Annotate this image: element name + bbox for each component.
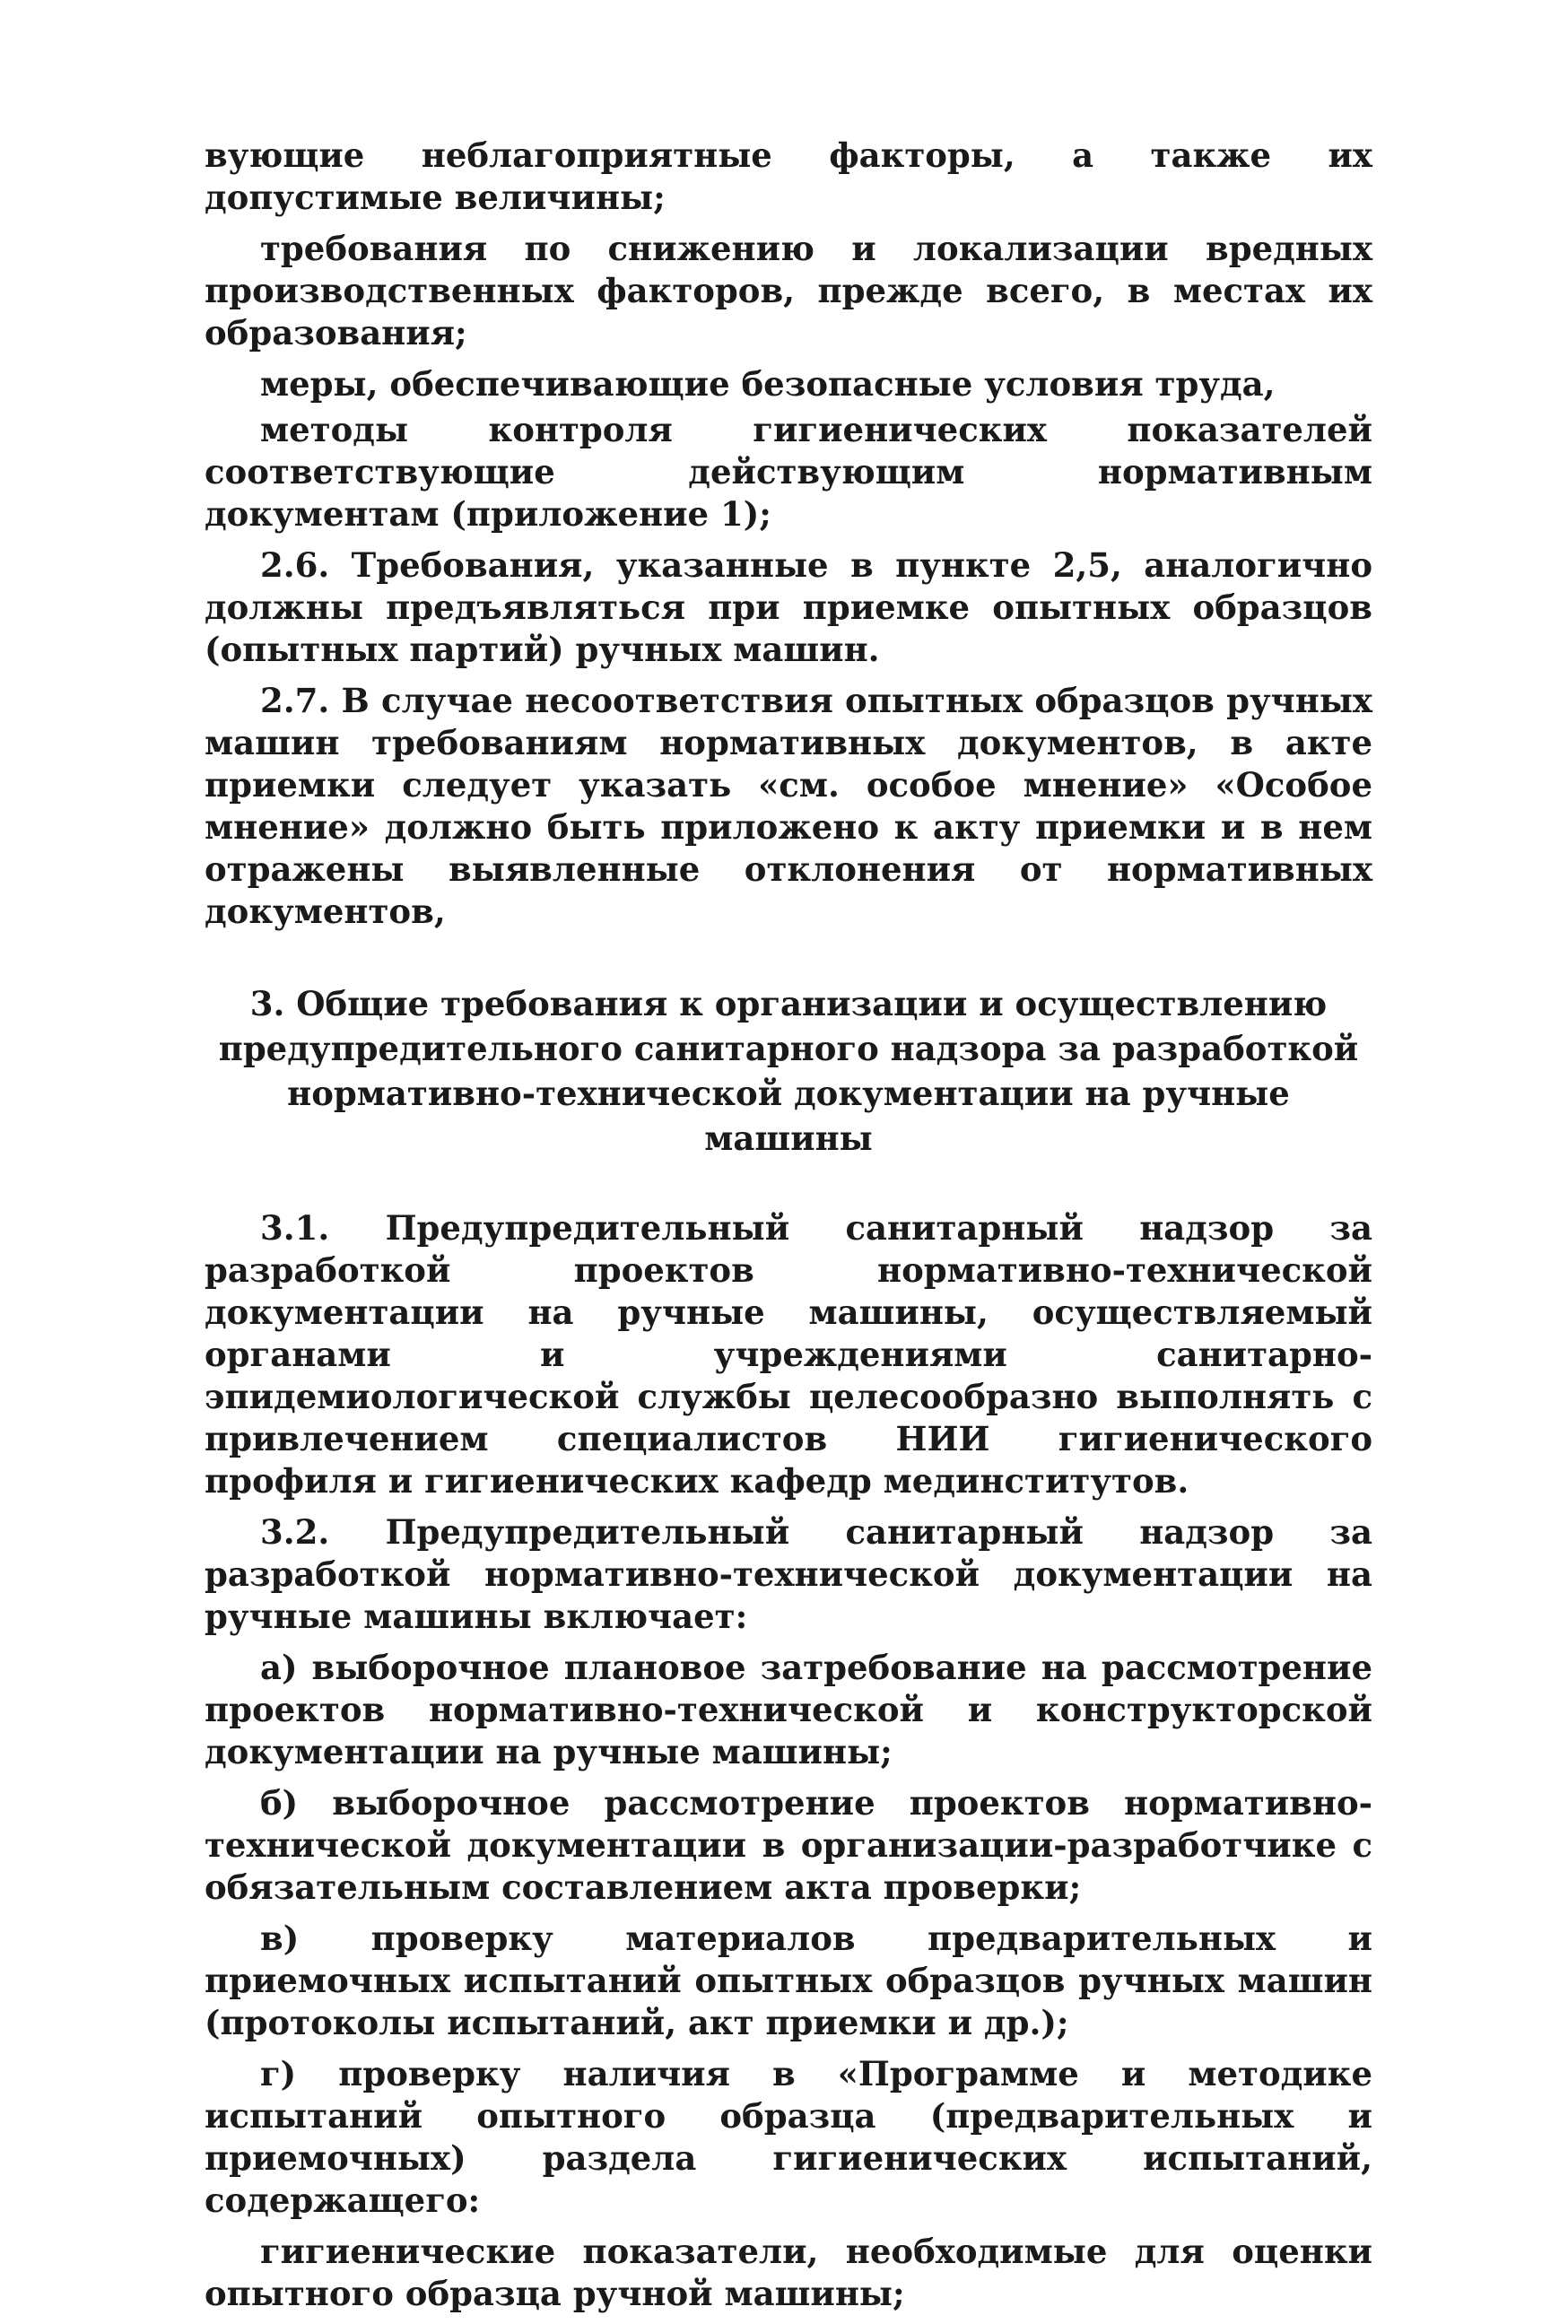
list-item-g: г) проверку наличия в «Программе и методике испытаний опытного образца (предварительных и приемочных) раздела гигиенических испытаний, содержащего: <box>205 2054 1372 2220</box>
paragraph-2-7: 2.7. В случае несоответствия опытных образцов ручных машин требованиям нормативных документов, в акте приемки следует указать «см. особое мнение» «Особое мнение» должно быть приложено к акту приемки и в нем отражены выявленные отклонения от нормативных документов, <box>205 681 1372 931</box>
paragraph-3-2: 3.2. Предупредительный санитарный надзор за разработкой нормативно-технической документации на ручные машины включает: <box>205 1512 1372 1636</box>
paragraph-3-1: 3.1. Предупредительный санитарный надзор за разработкой проектов нормативно-технической документации на ручные машины, осуществляемый органами и учреждениями санитарно-эпидемиологической службы целесообразно выполнять с привлечением специалистов НИИ гигиенического профиля и гигиенических кафедр мединститутов. <box>205 1208 1372 1501</box>
list-item-a: а) выборочное плановое затребование на рассмотрение проектов нормативно-технической и конструкторской документации на ручные машины; <box>205 1648 1372 1771</box>
paragraph-control-methods: методы контроля гигиенических показателей соответствующие действующим нормативным документам (приложение 1); <box>205 410 1372 534</box>
page-content <box>205 135 1372 2324</box>
paragraph-hygienic-indicators: гигиенические показатели, необходимые для оценки опытного образца ручной машины; <box>205 2232 1372 2313</box>
paragraph-harmful-factors: вующие неблагоприятные факторы, а также их допустимые величины; <box>205 135 1372 217</box>
paragraph-safety-measures: меры, обеспечивающие безопасные условия труда, <box>260 364 1276 404</box>
paragraph-reduction-requirements: требования по снижению и локализации вредных производственных факторов, прежде всего, в местах их образования; <box>205 229 1372 353</box>
section-3-heading: 3. Общие требования к организации и осуществлению предупредительного санитарного надзора за разработкой нормативно-технической документации на ручные машины <box>218 984 1359 1158</box>
list-item-b: б) выборочное рассмотрение проектов нормативно-технической документации в организации-разработчике с обязательным составлением акта проверки; <box>205 1783 1372 1907</box>
list-item-v: в) проверку материалов предварительных и приемочных испытаний опытных образцов ручных машин (протоколы испытаний, акт приемки и др.); <box>205 1919 1372 2042</box>
paragraph-2-6: 2.6. Требования, указанные в пункте 2,5, аналогично должны предъявляться при приемке опытных образцов (опытных партий) ручных машин. <box>205 545 1372 669</box>
